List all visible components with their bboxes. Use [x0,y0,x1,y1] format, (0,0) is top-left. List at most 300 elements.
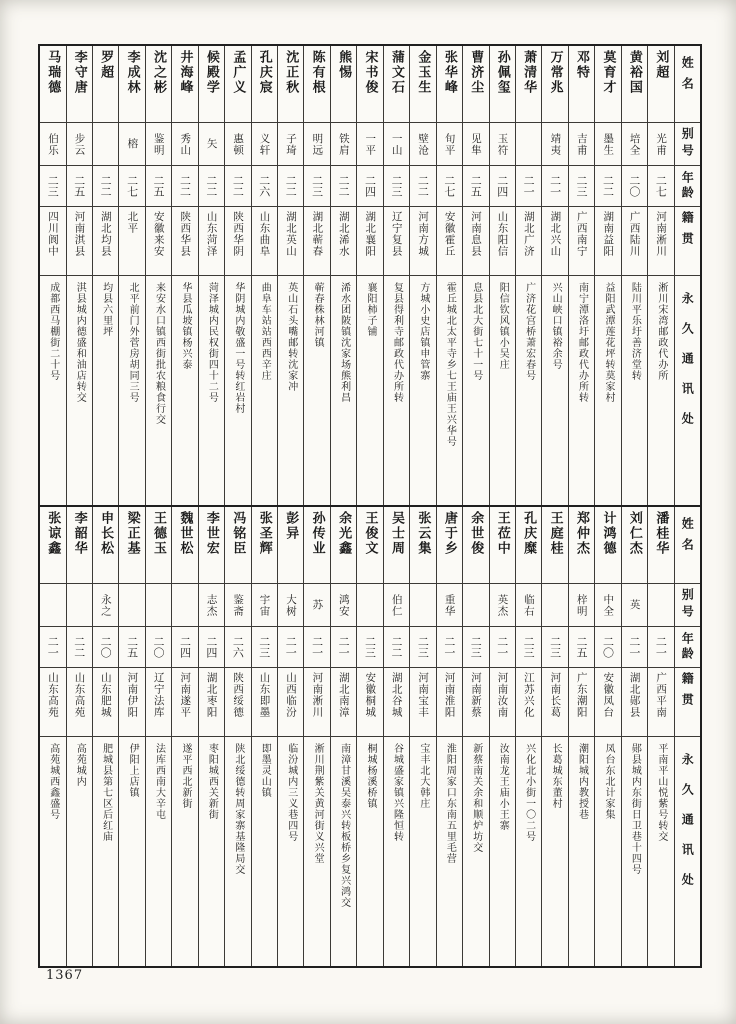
header-name-label: 姓名 [680,517,695,559]
person-name-cell [410,507,435,584]
person-name-cell [331,507,356,584]
person-age: 二六 [231,636,245,658]
person-column [647,46,673,505]
person-address-cell [304,737,329,966]
person-origin: 陕西华县 [179,211,192,257]
person-column [224,46,250,505]
person-address-cell [648,276,673,505]
person-alias: 玉符 [496,132,509,156]
person-age: 二二 [178,175,192,197]
header-age-label: 年龄 [680,171,695,201]
person-age-cell [225,166,250,207]
person-alias-cell [278,584,303,627]
person-age: 二三 [416,636,430,658]
person-origin-cell [304,207,329,276]
person-origin-cell [331,668,356,737]
person-origin-cell [410,207,435,276]
person-age: 二四 [363,175,377,197]
person-age-cell [225,627,250,668]
person-column [594,46,620,505]
person-alias: 鉴明 [152,132,165,156]
person-name-cell [437,46,462,123]
person-address: 均县六里坪 [100,282,112,337]
person-name: 李成林 [124,50,140,95]
person-alias-cell [463,123,488,166]
person-address: 广济花宫桥萧宏春号 [523,282,535,381]
person-origin-cell [463,207,488,276]
person-address: 阳信钦风镇小吴庄 [497,282,509,370]
person-origin: 河南淇县 [73,211,86,257]
person-name: 张云集 [415,511,431,556]
person-age-cell [40,627,65,668]
person-age-cell [569,166,594,207]
person-address-cell [357,276,382,505]
person-alias: 中全 [602,593,615,617]
person-name-cell [119,46,144,123]
person-column [356,507,382,966]
person-name-cell [199,46,224,123]
person-age: 二一 [654,636,668,658]
person-name: 罗超 [98,50,114,80]
person-column [621,46,647,505]
person-address-cell [67,737,92,966]
person-address: 伊阳上店镇 [127,743,139,798]
person-age: 二四 [495,175,509,197]
person-alias-cell [410,584,435,627]
person-column [541,46,567,505]
person-origin: 河南长葛 [549,672,562,718]
person-age-cell [463,627,488,668]
person-age: 二三 [522,636,536,658]
person-name: 候殿学 [203,50,219,95]
person-column [198,507,224,966]
person-address: 谷城盛家镇兴隆恒转 [391,743,403,842]
person-address: 宝丰北大韩庄 [417,743,429,809]
person-address-cell [490,737,515,966]
person-origin: 河南宝丰 [417,672,430,718]
person-origin: 湖北兴山 [549,211,562,257]
person-origin-cell [357,668,382,737]
person-name-cell [93,46,118,123]
person-origin: 山东曲阜 [258,211,271,257]
person-name: 邓特 [574,50,590,80]
person-column [66,507,92,966]
person-age: 二一 [337,636,351,658]
person-column [489,507,515,966]
person-address-cell [516,737,541,966]
person-address-cell [437,276,462,505]
person-alias: 重华 [443,593,456,617]
person-origin-cell [278,668,303,737]
person-origin-cell [67,668,92,737]
person-alias: 旬平 [443,132,456,156]
person-name-cell [569,46,594,123]
person-name: 申长松 [98,511,114,556]
person-name-cell [357,507,382,584]
person-alias-cell [172,584,197,627]
person-age-cell [304,166,329,207]
header-origin-label: 籍贯 [680,211,695,253]
person-name: 孔庆糜 [521,511,537,556]
person-age: 二三 [46,175,60,197]
person-name: 孟广义 [230,50,246,95]
person-address: 遂平西北新街 [179,743,191,809]
person-alias: 一山 [390,132,403,156]
person-alias-cell [595,123,620,166]
person-alias-cell [622,123,647,166]
person-age: 二三 [389,175,403,197]
person-address: 陆川平乐圩善济堂转 [629,282,641,381]
person-alias-cell [516,584,541,627]
person-alias-cell [384,123,409,166]
person-origin-cell [172,668,197,737]
person-name-cell [516,507,541,584]
person-origin: 四川阆中 [47,211,60,257]
person-origin: 辽宁法库 [152,672,165,718]
header-origin [675,668,700,737]
person-age: 二二 [389,636,403,658]
person-name: 李世宏 [203,511,219,556]
header-column [674,46,700,505]
person-origin: 湖北枣阳 [205,672,218,718]
person-address-cell [331,737,356,966]
person-age: 二二 [99,175,113,197]
person-column [303,46,329,505]
person-name-cell [146,507,171,584]
person-age: 二三 [548,636,562,658]
person-alias-cell [595,584,620,627]
person-address: 兴山峡口镇裕余号 [550,282,562,370]
person-address: 浠水团陂镇沈家场熊利昌 [338,282,350,403]
person-age: 二七 [654,175,668,197]
person-alias-cell [384,584,409,627]
person-origin: 陕西华阴 [232,211,245,257]
person-alias-cell [490,584,515,627]
person-alias-cell [146,584,171,627]
person-address: 益阳武潭莲花坪转莫家村 [602,282,614,403]
person-alias: 临右 [522,593,535,617]
person-name: 王莅中 [494,511,510,556]
person-age-cell [278,627,303,668]
person-address: 汝南龙王庙小王寨 [497,743,509,831]
person-alias-cell [199,584,224,627]
person-column [277,507,303,966]
person-alias-cell [437,584,462,627]
person-age: 二〇 [627,175,641,197]
person-age-cell [357,627,382,668]
person-name-cell [569,507,594,584]
person-name: 宋书俊 [362,50,378,95]
person-column [145,46,171,505]
person-address: 高苑城西鑫盛号 [47,743,59,820]
person-name-cell [67,507,92,584]
person-origin-cell [331,207,356,276]
person-address: 桐城杨溪桥镇 [365,743,377,809]
person-alias: 大树 [284,593,297,617]
person-alias: 梓明 [575,593,588,617]
person-age: 二二 [204,175,218,197]
person-age-cell [172,166,197,207]
person-address-cell [595,737,620,966]
person-alias: 墨生 [602,132,615,156]
person-address: 南宁潭洛圩邮政代办所转 [576,282,588,403]
person-address-cell [463,276,488,505]
person-name-cell [199,507,224,584]
person-address: 凤台东北计家集 [602,743,614,820]
person-name-cell [648,507,673,584]
person-alias: 榕 [126,138,139,150]
person-alias: 志杰 [205,593,218,617]
person-address: 菏泽城内民权街四十二号 [206,282,218,403]
person-address: 英山石头嘴邮转沈家冲 [285,282,297,392]
person-origin-cell [40,668,65,737]
person-name: 沈正秋 [283,50,299,95]
person-address: 南漳甘溪吴泰兴转板桥乡复兴鸿交 [338,743,350,908]
person-origin: 河南新蔡 [470,672,483,718]
person-alias-cell [490,123,515,166]
person-address-cell [172,276,197,505]
header-alias-label: 别号 [680,588,695,622]
person-alias-cell [93,584,118,627]
person-age-cell [252,166,277,207]
person-age-cell [331,627,356,668]
person-address: 淅川荆紫关黄河街义兴堂 [312,743,324,864]
person-alias: 一平 [364,132,377,156]
person-age-cell [40,166,65,207]
person-address-cell [146,276,171,505]
person-age-cell [252,627,277,668]
person-address-cell [278,276,303,505]
person-alias-cell [331,584,356,627]
person-origin: 湖南益阳 [602,211,615,257]
person-origin: 辽宁复县 [390,211,403,257]
person-origin-cell [542,668,567,737]
person-address: 陕北绥德转周家寨基隆局交 [232,743,244,875]
person-column [568,507,594,966]
person-origin-cell [569,668,594,737]
person-alias: 宇宙 [258,593,271,617]
person-age: 二三 [469,636,483,658]
person-origin: 广西陆川 [628,211,641,257]
person-address: 霍丘城北太平寺乡七王庙王兴华号 [444,282,456,447]
person-origin-cell [172,207,197,276]
person-alias: 步云 [73,132,86,156]
person-origin: 安徽桐城 [364,672,377,718]
person-origin: 河南息县 [470,211,483,257]
header-alias-label: 别号 [680,127,695,161]
person-address: 华县瓜坡镇杨兴泰 [179,282,191,370]
person-name-cell [278,507,303,584]
person-origin-cell [199,668,224,737]
person-name: 王俊文 [362,511,378,556]
person-origin-cell [622,668,647,737]
person-alias: 鸿安 [337,593,350,617]
person-name: 王庭桂 [547,511,563,556]
person-age: 二七 [125,175,139,197]
person-age-cell [304,627,329,668]
person-name-cell [595,46,620,123]
person-address: 曲阜车站站西西辛庄 [259,282,271,381]
person-age-cell [199,166,224,207]
page-number: 1367 [46,968,84,983]
person-origin: 山东即墨 [258,672,271,718]
person-alias: 秀山 [179,132,192,156]
person-name-cell [490,46,515,123]
person-name-cell [648,46,673,123]
person-age-cell [146,166,171,207]
person-column [489,46,515,505]
person-age-cell [67,166,92,207]
person-column [303,507,329,966]
person-origin-cell [595,668,620,737]
person-name-cell [252,507,277,584]
person-origin: 广西南宁 [575,211,588,257]
person-address: 临汾城内三义巷四号 [285,743,297,842]
header-name-label: 姓名 [680,56,695,98]
person-age: 二五 [469,175,483,197]
person-address-cell [569,276,594,505]
person-origin-cell [516,207,541,276]
person-age: 二五 [125,636,139,658]
person-origin: 陕西绥德 [232,672,245,718]
person-age: 二一 [627,636,641,658]
person-name: 魏世松 [177,511,193,556]
person-name: 孙传业 [309,511,325,556]
person-origin-cell [569,207,594,276]
person-alias-cell [542,123,567,166]
person-address: 枣阳城西关新街 [206,743,218,820]
person-age: 二三 [257,636,271,658]
person-name-cell [225,507,250,584]
person-origin: 安徽凤台 [602,672,615,718]
person-name-cell [410,46,435,123]
person-address-cell [384,276,409,505]
person-origin-cell [490,207,515,276]
person-origin: 河南淅川 [655,211,668,257]
person-name-cell [304,507,329,584]
person-origin-cell [410,668,435,737]
header-address-label: 永久通讯处 [680,753,695,903]
person-age: 二二 [284,175,298,197]
person-address: 成都西马棚街二十号 [47,282,59,381]
person-name: 井海峰 [177,50,193,95]
person-address: 方城小史店镇申管寨 [417,282,429,381]
person-address: 潮阳城内教授巷 [576,743,588,820]
person-age: 二四 [204,636,218,658]
person-age-cell [437,627,462,668]
person-alias: 培全 [628,132,641,156]
person-column [383,507,409,966]
person-name: 潘桂华 [653,511,669,556]
person-age: 二五 [575,636,589,658]
person-origin-cell [146,668,171,737]
person-alias-cell [304,123,329,166]
person-address-cell [225,276,250,505]
header-age-label: 年龄 [680,632,695,662]
person-origin: 山西临汾 [284,672,297,718]
person-origin: 河南淮阳 [443,672,456,718]
person-name-cell [437,507,462,584]
person-address-cell [304,276,329,505]
person-address: 来安水口镇西街批农粮食行交 [153,282,165,425]
person-alias-cell [410,123,435,166]
person-address: 高苑城内 [74,743,86,787]
person-age: 二二 [601,175,615,197]
roster-table-bottom [40,507,700,966]
person-address-cell [622,276,647,505]
person-address-cell [146,737,171,966]
person-origin: 湖北广济 [522,211,535,257]
person-origin: 北平 [126,211,139,234]
person-name: 金玉生 [415,50,431,95]
person-name: 孔庆宸 [256,50,272,95]
person-column [462,46,488,505]
person-column [383,46,409,505]
person-name-cell [40,46,65,123]
table-frame [38,44,702,968]
person-origin: 安徽霍丘 [443,211,456,257]
person-age: 二〇 [601,636,615,658]
person-alias: 英杰 [496,593,509,617]
person-alias: 矢 [205,138,218,150]
person-address-cell [199,276,224,505]
person-origin: 江苏兴化 [522,672,535,718]
person-origin-cell [119,668,144,737]
person-name: 莫育才 [600,50,616,95]
person-column [40,507,65,966]
person-age: 二一 [46,636,60,658]
person-address-cell [569,737,594,966]
person-origin-cell [304,668,329,737]
person-name: 计鸿德 [600,511,616,556]
person-age-cell [622,166,647,207]
person-address: 蕲春株林河镇 [312,282,324,348]
person-alias: 见隼 [470,132,483,156]
person-address-cell [595,276,620,505]
person-age-cell [93,166,118,207]
person-address: 淇县城内德盛和油店转交 [74,282,86,403]
person-column [436,46,462,505]
person-name: 张圣辉 [256,511,272,556]
person-name: 熊惕 [336,50,352,80]
person-age-cell [648,627,673,668]
person-origin: 广西平南 [655,672,668,718]
person-name: 曹济尘 [468,50,484,95]
person-origin-cell [437,668,462,737]
person-age-cell [490,166,515,207]
person-alias-cell [67,584,92,627]
person-alias: 吉甫 [575,132,588,156]
person-alias-cell [463,584,488,627]
person-origin: 安徽来安 [152,211,165,257]
person-alias-cell [622,584,647,627]
person-column [330,507,356,966]
person-alias-cell [146,123,171,166]
person-origin-cell [252,207,277,276]
person-address-cell [199,737,224,966]
person-origin-cell [463,668,488,737]
person-age-cell [437,166,462,207]
person-name: 沈之彬 [151,50,167,95]
person-age: 二五 [152,175,166,197]
person-origin: 湖北南漳 [337,672,350,718]
person-name: 李守唐 [71,50,87,95]
person-alias-cell [172,123,197,166]
person-alias-cell [648,584,673,627]
person-alias: 明远 [311,132,324,156]
person-name: 马瑞德 [45,50,61,95]
person-column [541,507,567,966]
